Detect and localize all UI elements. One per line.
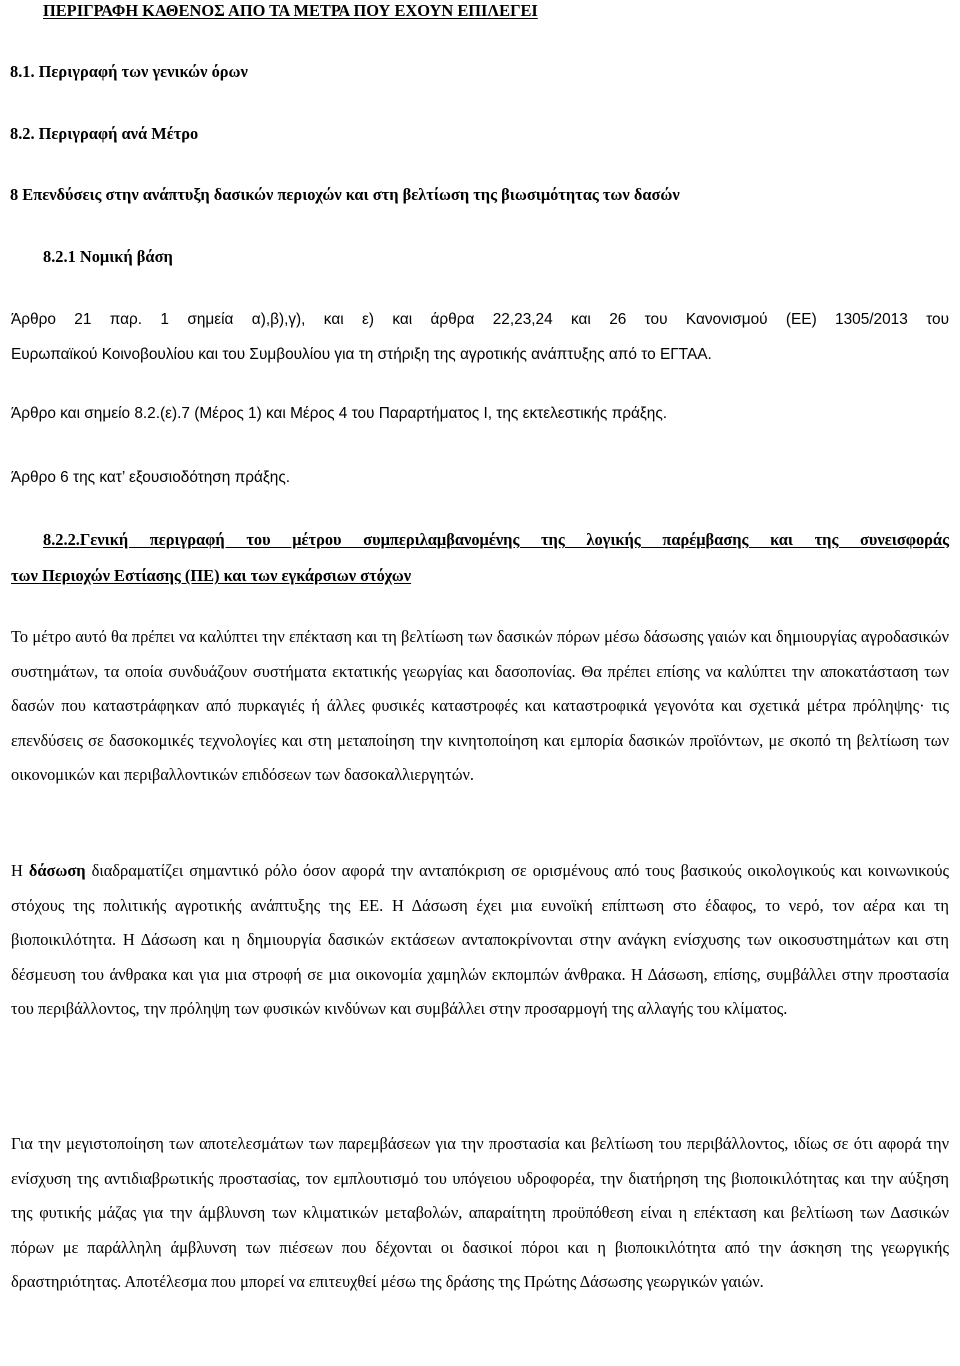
paragraph-afforestation [11, 854, 949, 1027]
section-8-2-title: 8.2. Περιγραφή ανά Μέτρο [10, 124, 199, 143]
measure-title: 8 Επενδύσεις στην ανάπτυξη δασικών περιοχών και στη βελτίωση της βιωσιμότητας των δασών [10, 185, 680, 204]
section-8-2-2-title-continued: των Περιοχών Εστίασης (ΠΕ) και των εγκάρσιων στόχων [11, 566, 412, 585]
afforestation-bold-term: δάσωση [28, 861, 86, 880]
legal-basis-line-1: Άρθρο 21 παρ. 1 σημεία α),β),γ), και ε) και άρθρα 22,23,24 και 26 του Κανονισμού (ΕΕ) 1305/2013 του [11, 311, 949, 328]
legal-basis-line-2: Ευρωπαϊκού Κοινοβουλίου και του Συμβουλίου για τη στήριξη της αγροτικής ανάπτυξης από το ΕΓΤΑΑ. [11, 346, 712, 363]
document-heading: ΠΕΡΙΓΡΑΦΗ ΚΑΘΕΝΟΣ ΑΠΟ ΤΑ ΜΕΤΡΑ ΠΟΥ ΕΧΟΥΝ ΕΠΙΛΕΓΕΙ [43, 1, 538, 20]
legal-basis-line-3: Άρθρο και σημείο 8.2.(ε).7 (Μέρος 1) και Μέρος 4 του Παραρτήματος Ι, της εκτελεστικής πράξης. [11, 405, 668, 422]
legal-basis-line-4: Άρθρο 6 της κατ’ εξουσιοδότηση πράξης. [11, 469, 291, 486]
paragraph-afforestation-start: Η [11, 861, 29, 880]
paragraph-measure-scope: Το μέτρο αυτό θα πρέπει να καλύπτει την επέκταση και τη βελτίωση των δασικών πόρων μέσω δάσωσης γαιών και δημιουργίας αγροδασικών συστημάτων, τα οποία συνδυάζουν συστήματα εκτατικής γεωργίας και δασοπονίας. Θα πρέπει επίσης να καλύπτει την αποκατάσταση των δασών που καταστράφηκαν από πυρκαγιές ή άλλες φυσικές καταστροφές και καταστροφικά γεγονότα και σχετικά μέτρα πρόληψης· τις επενδύσεις σε δασοκομικές τεχνολογίες και στη μεταποίηση την κινητοποίηση και εμπορία δασικών προϊόντων, με σκοπό τη βελτίωση των οικονομικών και περιβαλλοντικών επιδόσεων των δασοκαλλιεργητών. [11, 627, 949, 784]
paragraph-afforestation-rest: διαδραματίζει σημαντικό ρόλο όσον αφορά την ανταπόκριση σε ορισμένους από τους βασικούς οικολογικούς και κοινωνικούς στόχους της πολιτικής αγροτικής ανάπτυξης της ΕΕ. Η Δάσωση έχει μια ευνοϊκή επίπτωση στο έδαφος, το νερό, τον αέρα και τη βιοποικιλότητα. Η Δάσωση και η δημιουργία δασικών εκτάσεων ανταποκρίνονται στην ανάγκη ενίσχυσης των οικοσυστημάτων και στη δέσμευση του άνθρακα και για μια στροφή σε μια οικονομία χαμηλών εκπομπών άνθρακα. Η Δάσωση, επίσης, συμβάλλει στην προστασία του περιβάλλοντος, την πρόληψη των φυσικών κινδύνων και συμβάλλει στην προσαρμογή της αλλαγής του κλίματος. [11, 861, 949, 1018]
section-8-2-2-title: 8.2.2.Γενική περιγραφή του μέτρου συμπεριλαμβανομένης της λογικής παρέμβασης και της συνεισφοράς [43, 530, 949, 549]
paragraph-environment-protection: Για την μεγιστοποίηση των αποτελεσμάτων των παρεμβάσεων για την προστασία και βελτίωση του περιβάλλοντος, ιδίως σε ότι αφορά την ενίσχυση της αντιδιαβρωτικής προστασίας, τον εμπλουτισμό του υπόγειου υδροφορέα, την διατήρηση της βιοποικιλότητας και την αύξηση της φυτικής μάζας για την άμβλυνση των κλιματικών μεταβολών, απαραίτητη προϋπόθεση είναι η επέκταση και βελτίωση των Δασικών πόρων με παράλληλη άμβλυνση των πιέσεων που δέχονται οι δασικοί πόροι και η βιοποικιλότητα από την άσκηση της γεωργικής δραστηριότητας. Αποτέλεσμα που μπορεί να επιτευχθεί μέσω της δράσης της Πρώτης Δάσωσης γεωργικών γαιών. [11, 1134, 949, 1291]
section-8-2-1-title: 8.2.1 Νομική βάση [43, 247, 173, 266]
section-8-1-title: 8.1. Περιγραφή των γενικών όρων [10, 62, 248, 81]
